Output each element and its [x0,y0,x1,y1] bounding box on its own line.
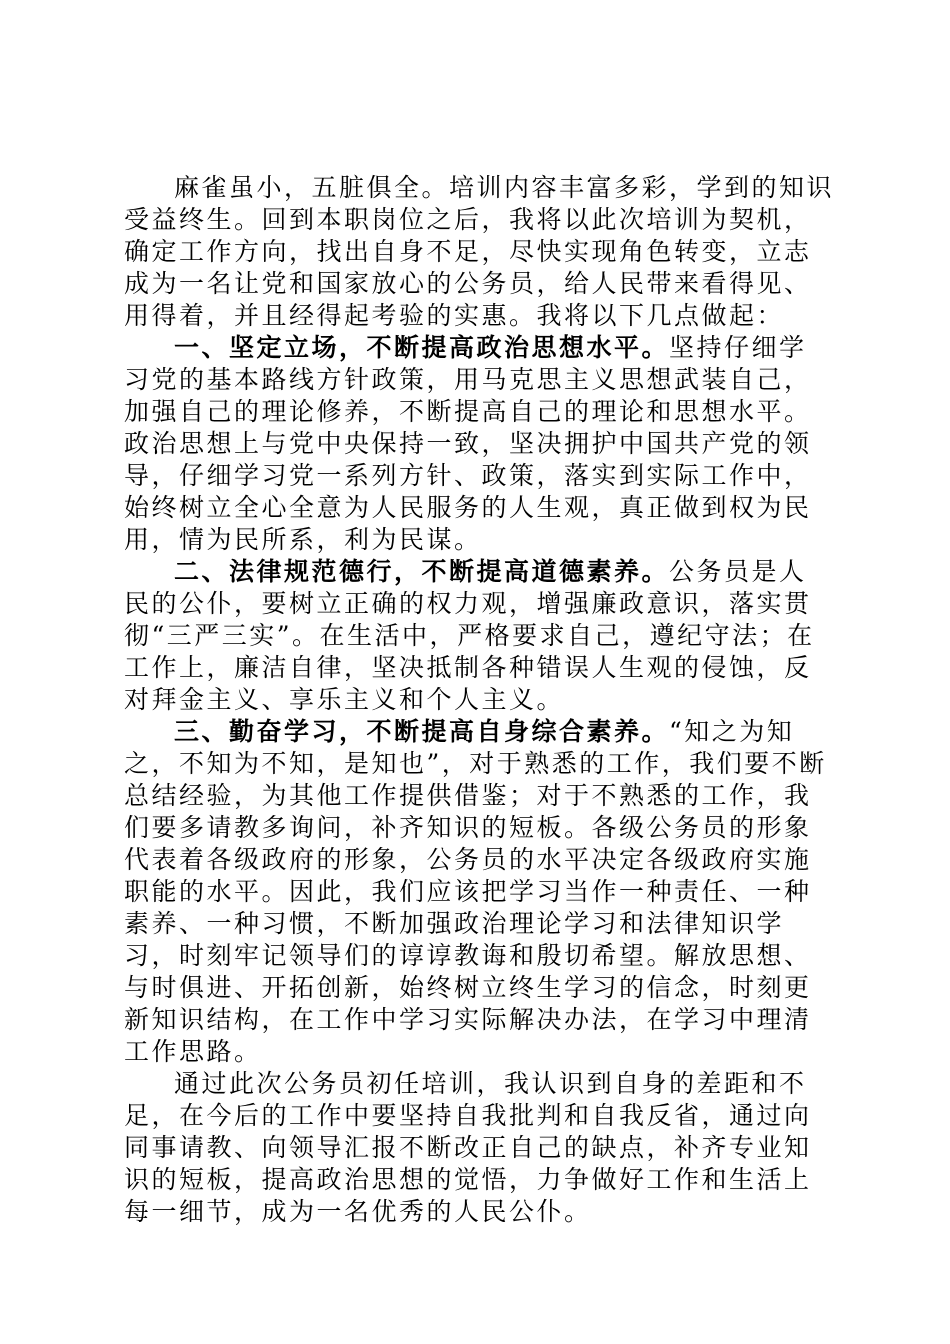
intro-paragraph [124,172,834,332]
intro-text: 麻雀虽小，五脏俱全。培训内容丰富多彩，学到的知识受益终生。回到本职岗位之后，我将以此次培训为契机，确定工作方向，找出自身不足，尽快实现角色转变，立志成为一名让党和国家放心的公务员，给人民带来看得见、用得着，并且经得起考验的实惠。我将以下几点做起： [124,173,835,330]
conclusion-text: 通过此次公务员初任培训，我认识到自身的差距和不足，在今后的工作中要坚持自我批判和自我反省，通过向同事请教、向领导汇报不断改正自己的缺点，补齐专业知识的短板，提高政治思想的觉悟，力争做好工作和生活上每一细节，成为一名优秀的人民公仆。 [124,1069,812,1226]
section-1-heading: 一、坚定立场，不断提高政治思想水平。 [174,333,670,362]
section-2-heading: 二、法律规范德行，不断提高道德素养。 [174,557,670,586]
conclusion-paragraph [124,1068,834,1228]
section-3-body: “知之为知之，不知为不知，是知也”，对于熟悉的工作，我们要不断总结经验，为其他工作提供借鉴；对于不熟悉的工作，我们要多请教多询问，补齐知识的短板。各级公务员的形象代表着各级政府的形象，公务员的水平决定各级政府实施职能的水平。因此，我们应该把学习当作一种责任、一种素养、一种习惯，不断加强政治理论学习和法律知识学习，时刻牢记领导们的谆谆教诲和殷切希望。解放思想、与时俱进、开拓创新，始终树立终生学习的信念，时刻更新知识结构，在工作中学习实际解决办法，在学习中理清工作思路。 [124,717,827,1066]
section-1-body: 坚持仔细学习党的基本路线方针政策，用马克思主义思想武装自己，加强自己的理论修养，不断提高自己的理论和思想水平。政治思想上与党中央保持一致，坚决拥护中国共产党的领导，仔细学习党一系列方针、政策，落实到实际工作中，始终树立全心全意为人民服务的人生观，真正做到权为民用，情为民所系，利为民谋。 [124,333,812,554]
section-3-heading: 三、勤奋学习，不断提高自身综合素养。 [174,717,670,746]
section-2-body: 公务员是人民的公仆，要树立正确的权力观，增强廉政意识，落实贯彻“三严三实”。在生活中，严格要求自己，遵纪守法；在工作上，廉洁自律，坚决抵制各种错误人生观的侵蚀，反对拜金主义、享乐主义和个人主义。 [124,557,815,714]
section-1-paragraph [124,332,834,556]
section-2-paragraph [124,556,834,716]
document-body [124,172,834,1228]
section-3-paragraph [124,716,834,1068]
